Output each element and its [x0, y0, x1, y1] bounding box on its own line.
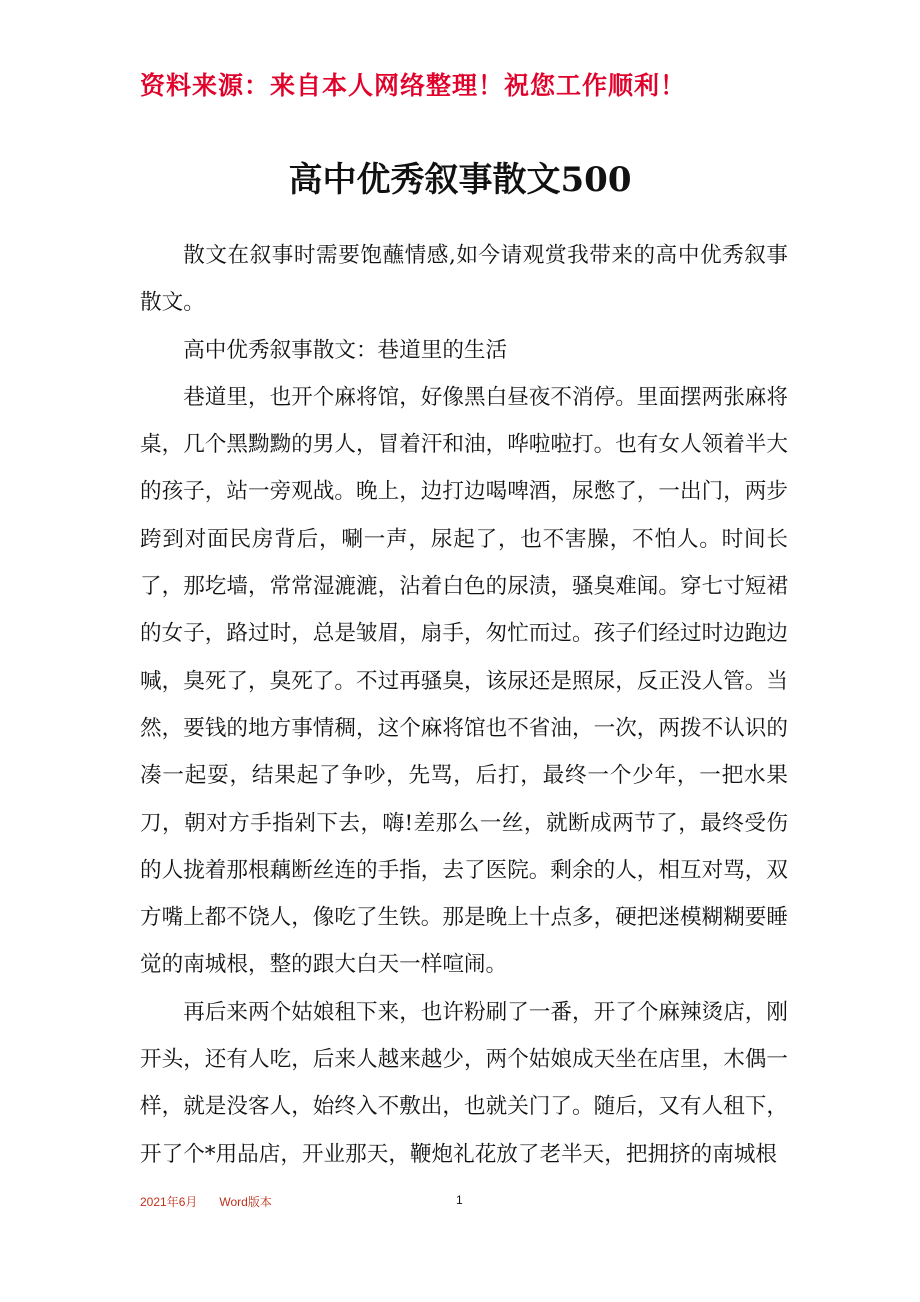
- document-title: 高中优秀叙事散文500: [288, 160, 632, 200]
- document-body: [140, 232, 788, 1178]
- body-paragraph: 巷道里，也开个麻将馆，好像黑白昼夜不消停。里面摆两张麻将桌，几个黑黝黝的男人，冒着汗和油，哗啦啦打。也有女人领着半大的孩子，站一旁观战。晚上，边打边喝啤酒，尿憋了，一出门，两步跨到对面民房背后，唰一声，尿起了，也不害臊，不怕人。时间长了，那圪墙，常常湿漉漉，沾着白色的尿渍，骚臭难闻。穿七寸短裙的女子，路过时，总是皱眉，扇手，匆忙而过。孩子们经过时边跑边喊，臭死了，臭死了。不过再骚臭，该尿还是照尿，反正没人管。当然，要钱的地方事情稠，这个麻将馆也不省油，一次，两拨不认识的凑一起耍，结果起了争吵，先骂，后打，最终一个少年，一把水果刀，朝对方手指剁下去，嗨!差那么一丝，就断成两节了，最终受伤的人拢着那根藕断丝连的手指，去了医院。剩余的人，相互对骂，双方嘴上都不饶人，像吃了生铁。那是晚上十点多，硬把迷模糊糊要睡觉的南城根，整的跟大白天一样喧闹。: [140, 384, 788, 978]
- footer-meta: [140, 1193, 272, 1210]
- footer-date: 2021年6月: [140, 1195, 198, 1209]
- source-note: 资料来源：来自本人网络整理！祝您工作顺利！: [140, 71, 687, 100]
- page-footer: [0, 1193, 920, 1213]
- intro-paragraph: 散文在叙事时需要饱蘸情感,如今请观赏我带来的高中优秀叙事散文。: [140, 243, 788, 316]
- footer-version: Word版本: [219, 1195, 272, 1209]
- section-heading: 高中优秀叙事散文：巷道里的生活: [183, 337, 508, 363]
- page-number: 1: [456, 1193, 463, 1207]
- body-paragraph: 再后来两个姑娘租下来，也许粉刷了一番，开了个麻辣烫店，刚开头，还有人吃，后来人越来越少，两个姑娘成天坐在店里，木偶一样，就是没客人，始终入不敷出，也就关门了。随后，又有人租下，开了个*用品店，开业那天，鞭炮礼花放了老半天，把拥挤的南城根: [140, 999, 788, 1167]
